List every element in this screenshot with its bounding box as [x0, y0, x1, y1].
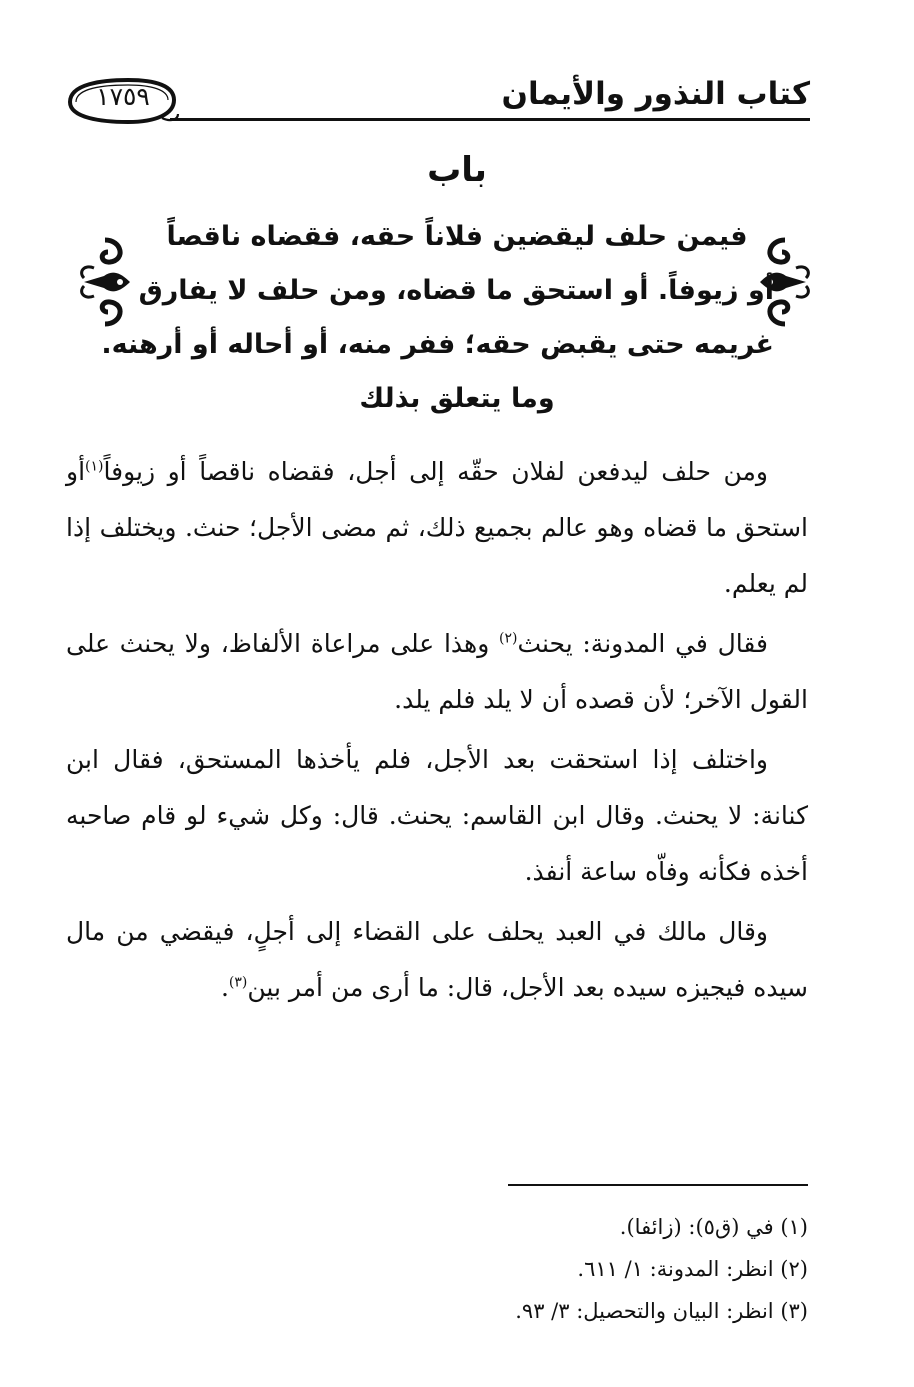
chapter-title-line: أو زيوفاً. أو استحق ما قضاه، ومن حلف لا يفارق [138, 275, 774, 306]
chapter-title-line: غريمه حتى يقبض حقه؛ ففر منه، أو أحاله أو أرهنه. [101, 329, 774, 360]
paragraph [66, 616, 808, 728]
paragraph [66, 904, 808, 1016]
floral-ornament-icon [76, 234, 134, 330]
page-number: ١٧٥٩ [96, 82, 150, 111]
body-text [66, 444, 808, 1020]
paragraph: واختلف إذا استحقت بعد الأجل، فلم يأخذها المستحق، فقال ابن كنانة: لا يحنث. وقال ابن القاسم: يحنث. قال: وكل شيء لو قام صاحبه أخذه فكأنه وفاّه ساعة أنفذ. [66, 745, 808, 886]
footnote: (٢) انظر: المدونة: ١/ ٦١١. [577, 1257, 808, 1281]
footnote: (٣) انظر: البيان والتحصيل: ٣/ ٩٣. [515, 1299, 808, 1323]
chapter-title-line: فيمن حلف ليقضين فلاناً حقه، فقضاه ناقصاً [166, 221, 748, 252]
paragraph-text: فقال في المدونة: يحنث [517, 629, 768, 658]
paragraph [66, 444, 808, 612]
header-rule [170, 118, 810, 121]
footnote-separator [508, 1184, 808, 1186]
footnote-ref: (٢) [499, 630, 518, 647]
paragraph-text: ومن حلف ليدفعن لفلان حقّه إلى أجل، فقضاه ناقصاً أو زيوفاً [103, 457, 768, 486]
running-title: كتاب النذور والأيمان [501, 76, 810, 112]
chapter-label: باب [427, 150, 487, 190]
footnotes [515, 1206, 808, 1332]
footnote: (١) في (ق٥): (زائفا). [619, 1215, 808, 1239]
footnote-ref: (١) [85, 458, 104, 475]
paragraph-text: . [220, 973, 229, 1002]
paragraph-text: أو استحق ما قضاه وهو عالم بجميع ذلك، ثم مضى الأجل؛ حنث. ويختلف إذا لم يعلم. [66, 457, 808, 598]
chapter-title [101, 210, 774, 426]
footnote-ref: (٣) [228, 974, 248, 991]
paragraph-text: وقال مالك في العبد يحلف على القضاء إلى أجلٍ، فيقضي من مال سيده فيجيزه سيده بعد الأجل، قال: ما أرى من أمر بين [66, 917, 808, 1002]
chapter-title-line: وما يتعلق بذلك [359, 383, 555, 414]
paragraph-text: وهذا على مراعاة الألفاظ، ولا يحنث على القول الآخر؛ لأن قصده أن لا يلد فلم يلد. [66, 629, 808, 714]
